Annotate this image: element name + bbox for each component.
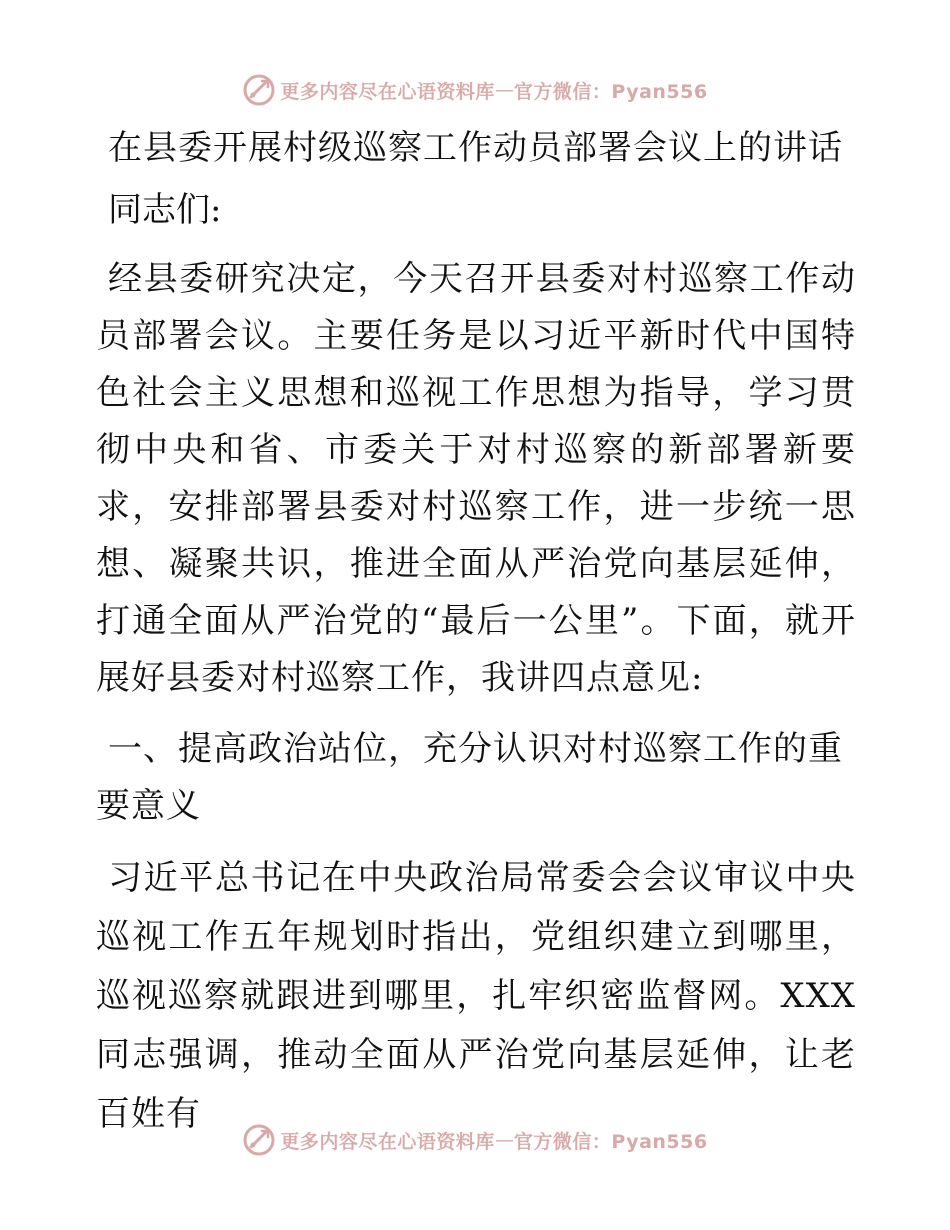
- watermark-footer: [0, 1120, 950, 1160]
- watermark-separator: —: [494, 1129, 514, 1151]
- watermark-text: 更多内容尽在心语资料库: [280, 80, 495, 103]
- watermark-separator: —: [494, 79, 514, 101]
- watermark-header: [0, 70, 950, 110]
- section-heading-1: 一、提高政治站位，充分认识对村巡察工作的重要意义: [96, 729, 843, 826]
- paragraph-intro: 经县委研究决定，今天召开县委对村巡察工作动员部署会议。主要任务是以习近平新时代中国特色社会主义思想和巡视工作思想为指导，学习贯彻中央和省、市委关于对村巡察的新部署新要求，安排部署县委对村巡察工作，进一步统一思想、凝聚共识，推进全面从严治党向基层延伸，打通全面从严治党的“最后一公里”。下面，就开展好县委对村巡察工作，我讲四点意见:: [96, 259, 856, 698]
- watermark-suffix: 官方微信：Pyan556: [513, 80, 708, 103]
- greeting: 同志们:: [108, 190, 222, 230]
- watermark-logo-icon: [242, 73, 276, 107]
- paragraph-section-1: 习近平总书记在中央政治局常委会会议审议中央巡视工作五年规划时指出，党组织建立到哪里，巡视巡察就跟进到哪里，扎牢织密监督网。XXX同志强调，推动全面从严治党向基层延伸，让老百姓有: [96, 858, 856, 1134]
- watermark-logo-icon: [242, 1123, 276, 1157]
- document-title: 在县委开展村级巡察工作动员部署会议上的讲话: [108, 128, 843, 168]
- document-body: [96, 118, 856, 1144]
- watermark-text: 更多内容尽在心语资料库: [280, 1130, 495, 1153]
- watermark-suffix: 官方微信：Pyan556: [513, 1130, 708, 1153]
